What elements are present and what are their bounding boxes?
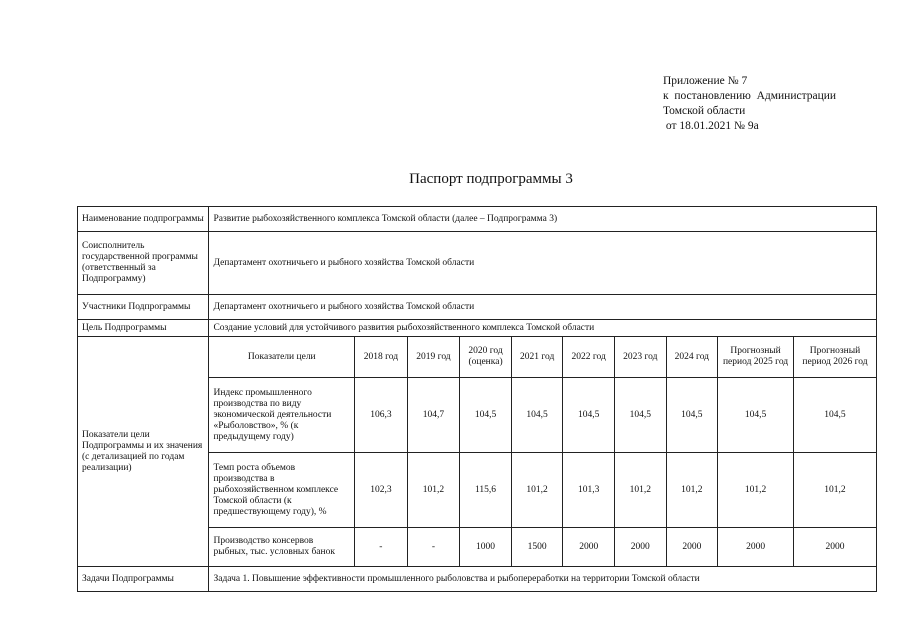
indicator-value: 2000	[666, 528, 718, 567]
row-tasks	[78, 567, 877, 592]
indicator-value: 104,5	[718, 378, 794, 453]
indicator-name: Темп роста объемов производства в рыбохозяйственном комплексе Томской области (к предшествующему году), %	[209, 453, 355, 528]
row-goal	[78, 320, 877, 337]
row-coexecutor-label: Соисполнитель государственной программы (ответственный за Подпрограмму)	[78, 232, 209, 295]
indicator-value: 2000	[718, 528, 794, 567]
year-2023: 2023 год	[614, 337, 666, 378]
appendix-line-2: к постановлению Администрации	[663, 90, 837, 102]
indicator-value: 104,5	[666, 378, 718, 453]
indicator-value: -	[407, 528, 460, 567]
year-2024: 2024 год	[666, 337, 718, 378]
indicators-header-row	[78, 337, 877, 378]
indicator-value: 101,3	[563, 453, 615, 528]
row-goal-label: Цель Подпрограммы	[78, 320, 209, 337]
year-2020: 2020 год (оценка)	[460, 337, 512, 378]
indicator-value: 1000	[460, 528, 512, 567]
indicator-value: 104,5	[511, 378, 563, 453]
row-coexecutor-value: Департамент охотничьего и рыбного хозяйства Томской области	[209, 232, 877, 295]
row-goal-value: Создание условий для устойчивого развития рыбохозяйственного комплекса Томской области	[209, 320, 877, 337]
indicator-value: 104,5	[793, 378, 876, 453]
passport-table	[77, 206, 877, 592]
indicator-value: 2000	[793, 528, 876, 567]
indicator-value: 106,3	[355, 378, 408, 453]
indicator-name: Производство консервов рыбных, тыс. условных банок	[209, 528, 355, 567]
row-name-value: Развитие рыбохозяйственного комплекса Томской области (далее – Подпрограмма 3)	[209, 207, 877, 232]
indicator-value: 104,5	[614, 378, 666, 453]
indicators-header-name: Показатели цели	[209, 337, 355, 378]
year-2019: 2019 год	[407, 337, 460, 378]
appendix-line-1: Приложение № 7	[663, 75, 748, 87]
indicator-value: 101,2	[666, 453, 718, 528]
row-tasks-value: Задача 1. Повышение эффективности промышленного рыболовства и рыбопереработки на территории Томской области	[209, 567, 877, 592]
indicator-value: -	[355, 528, 408, 567]
indicator-value: 101,2	[718, 453, 794, 528]
year-2026: Прогнозный период 2026 год	[793, 337, 876, 378]
row-participants-label: Участники Подпрограммы	[78, 295, 209, 320]
row-indicators-label: Показатели цели Подпрограммы и их значения (с детализацией по годам реализации)	[78, 337, 209, 567]
page-title: Паспорт подпрограммы 3	[409, 171, 573, 187]
indicator-value: 101,2	[407, 453, 460, 528]
indicator-value: 101,2	[614, 453, 666, 528]
appendix-line-4: от 18.01.2021 № 9а	[663, 120, 759, 132]
indicator-value: 1500	[511, 528, 563, 567]
appendix-block	[663, 74, 883, 134]
indicator-value: 2000	[563, 528, 615, 567]
indicator-value: 2000	[614, 528, 666, 567]
indicator-value: 115,6	[460, 453, 512, 528]
indicator-value: 104,7	[407, 378, 460, 453]
row-name-label: Наименование подпрограммы	[78, 207, 209, 232]
year-2021: 2021 год	[511, 337, 563, 378]
row-participants-value: Департамент охотничьего и рыбного хозяйства Томской области	[209, 295, 877, 320]
indicator-name: Индекс промышленного производства по виду экономической деятельности «Рыболовство», % (к предыдущему году)	[209, 378, 355, 453]
indicator-value: 104,5	[563, 378, 615, 453]
indicator-value: 104,5	[460, 378, 512, 453]
year-2018: 2018 год	[355, 337, 408, 378]
row-participants	[78, 295, 877, 320]
indicator-value: 102,3	[355, 453, 408, 528]
row-name	[78, 207, 877, 232]
row-tasks-label: Задачи Подпрограммы	[78, 567, 209, 592]
indicator-value: 101,2	[511, 453, 563, 528]
year-2025: Прогнозный период 2025 год	[718, 337, 794, 378]
appendix-line-3: Томской области	[663, 105, 746, 117]
indicator-value: 101,2	[793, 453, 876, 528]
row-coexecutor	[78, 232, 877, 295]
year-2022: 2022 год	[563, 337, 615, 378]
